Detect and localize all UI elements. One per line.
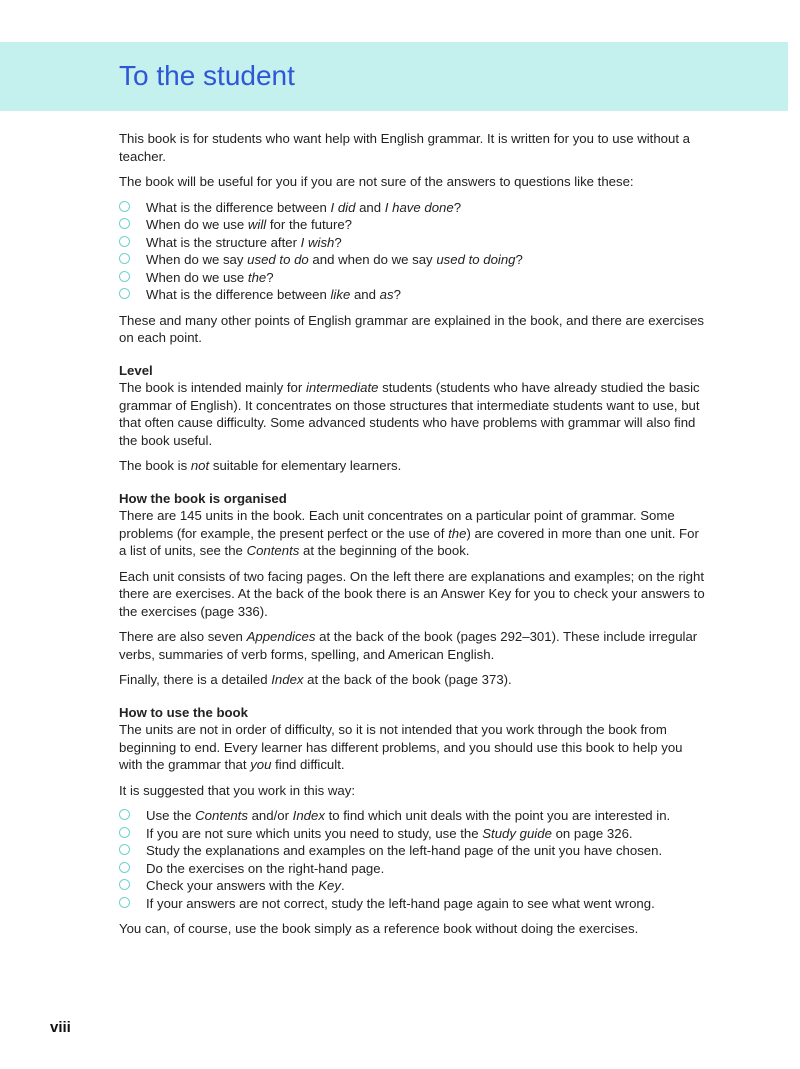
italic-text: I wish <box>300 234 335 250</box>
list-item <box>119 234 709 252</box>
text-segment: to find which unit deals with the point you are interested in. <box>324 808 671 823</box>
text-segment: find difficult. <box>271 757 345 772</box>
italic-text: I did <box>330 199 356 215</box>
intro-paragraph: This book is for students who want help with English grammar. It is written for you to use without a teacher. <box>119 131 690 164</box>
italic-text: Key <box>318 878 341 893</box>
text-segment: When do we use <box>146 217 248 232</box>
text-segment: Do the exercises on the right-hand page. <box>146 860 385 876</box>
text-segment: and <box>350 287 380 302</box>
italic-text: intermediate <box>305 380 379 395</box>
italic-text: Appendices <box>246 629 316 644</box>
text-segment: ? <box>393 287 401 302</box>
text-segment: on page 326. <box>551 825 633 841</box>
italic-text: used to do <box>247 252 309 267</box>
organised-paragraph <box>119 507 709 560</box>
section-heading-how-to-use: How to use the book <box>119 704 248 720</box>
italic-text: I have done <box>384 199 454 215</box>
list-item <box>119 199 709 217</box>
circle-bullet-icon <box>119 809 130 820</box>
list-item <box>119 877 709 895</box>
text-segment: students (students who have already studied the basic grammar of English). It concentrates on those structures that intermediate students want to use, but that often cause difficulty. Some advanced students who have problems with grammar will also find the book useful. <box>119 380 700 448</box>
page-number: viii <box>50 1019 71 1036</box>
howto-paragraph: You can, of course, use the book simply as a reference book without doing the exercises. <box>119 921 639 936</box>
text-segment: There are also seven <box>119 629 247 644</box>
text-segment: ) are covered in more than one unit. For a list of units, see the <box>119 525 699 558</box>
text-segment: When do we say <box>146 252 248 267</box>
circle-bullet-icon <box>119 844 130 855</box>
text-segment: and <box>355 199 385 215</box>
circle-bullet-icon <box>119 253 130 264</box>
organised-paragraph: Each unit consists of two facing pages. On the left there are explanations and examples; on the right there are exercises. At the back of the book there is an Answer Key for you to check your answers to the exercises (page 336). <box>119 568 705 619</box>
level-paragraph <box>119 379 709 449</box>
text-segment: ? <box>515 252 523 267</box>
text-segment: Study the explanations and examples on the left-hand page of the unit you have chosen. <box>146 843 663 858</box>
list-item <box>119 269 709 287</box>
list-item <box>119 286 709 304</box>
text-segment: ? <box>453 199 462 215</box>
text-segment: If your answers are not correct, study the left-hand page again to see what went wrong. <box>146 895 655 911</box>
organised-paragraph <box>119 628 709 663</box>
circle-bullet-icon <box>119 236 130 247</box>
level-paragraph <box>119 457 709 475</box>
list-item <box>119 251 709 269</box>
text-segment: at the back of the book (page 373). <box>303 672 512 687</box>
list-item <box>119 807 709 825</box>
text-segment: and when do we say <box>308 252 437 267</box>
section-heading-organised: How the book is organised <box>119 490 287 506</box>
list-item <box>119 842 709 860</box>
text-segment: . <box>340 878 345 893</box>
intro-paragraph: The book will be useful for you if you are not sure of the answers to questions like these: <box>119 174 634 189</box>
circle-bullet-icon <box>119 862 130 873</box>
list-item <box>119 825 709 843</box>
organised-paragraph <box>119 671 709 689</box>
italic-text: Contents <box>195 808 248 823</box>
italic-text: the <box>448 525 467 541</box>
text-segment: The book is intended mainly for <box>119 380 306 395</box>
page-title: To the student <box>119 60 295 91</box>
circle-bullet-icon <box>119 218 130 229</box>
text-segment: and/or <box>247 808 293 823</box>
circle-bullet-icon <box>119 879 130 890</box>
text-segment: at the back of the book (pages 292–301). These include irregular verbs, summaries of verb forms, spelling, and American English. <box>119 629 698 662</box>
italic-text: Index <box>292 808 325 823</box>
italic-text: not <box>190 458 210 473</box>
text-segment: What is the difference between <box>146 287 331 302</box>
text-segment: Finally, there is a detailed <box>119 672 272 687</box>
intro-paragraph: These and many other points of English grammar are explained in the book, and there are exercises on each point. <box>119 312 704 345</box>
text-segment: If you are not sure which units you need to study, use the <box>146 825 483 841</box>
text-segment: What is the structure after <box>146 234 301 250</box>
text-segment: Use the <box>146 808 196 823</box>
italic-text: the <box>247 269 267 285</box>
section-heading-level: Level <box>119 362 153 378</box>
text-segment: ? <box>266 269 274 285</box>
circle-bullet-icon <box>119 271 130 282</box>
page-content <box>119 130 709 946</box>
text-segment: There are 145 units in the book. Each unit concentrates on a particular point of grammar. Some problems (for example, the present perfect or the use of <box>119 508 675 541</box>
list-item <box>119 895 709 913</box>
italic-text: used to doing <box>436 252 516 267</box>
text-segment: What is the difference between <box>146 199 331 215</box>
text-segment: The book is <box>119 458 191 473</box>
italic-text: as <box>379 287 394 302</box>
italic-text: Index <box>271 672 304 687</box>
list-item <box>119 860 709 878</box>
italic-text: Contents <box>246 543 300 558</box>
italic-text: you <box>250 757 272 772</box>
italic-text: will <box>247 217 267 232</box>
howto-paragraph: It is suggested that you work in this way: <box>119 782 356 798</box>
text-segment: ? <box>334 234 342 250</box>
italic-text: like <box>330 287 351 302</box>
text-segment: Check your answers with the <box>146 878 319 893</box>
howto-paragraph <box>119 721 709 774</box>
circle-bullet-icon <box>119 827 130 838</box>
circle-bullet-icon <box>119 897 130 908</box>
text-segment: suitable for elementary learners. <box>209 458 402 473</box>
text-segment: When do we use <box>146 269 248 285</box>
circle-bullet-icon <box>119 201 130 212</box>
text-segment: at the beginning of the book. <box>299 543 470 558</box>
italic-text: Study guide <box>482 825 552 841</box>
list-item <box>119 216 709 234</box>
text-segment: The units are not in order of difficulty, so it is not intended that you work through the book from beginning to end. Every learner has different problems, and you should use this book to help you with the grammar that <box>119 722 683 772</box>
steps-list <box>119 807 709 912</box>
text-segment: for the future? <box>266 217 353 232</box>
circle-bullet-icon <box>119 288 130 299</box>
question-list <box>119 199 709 304</box>
